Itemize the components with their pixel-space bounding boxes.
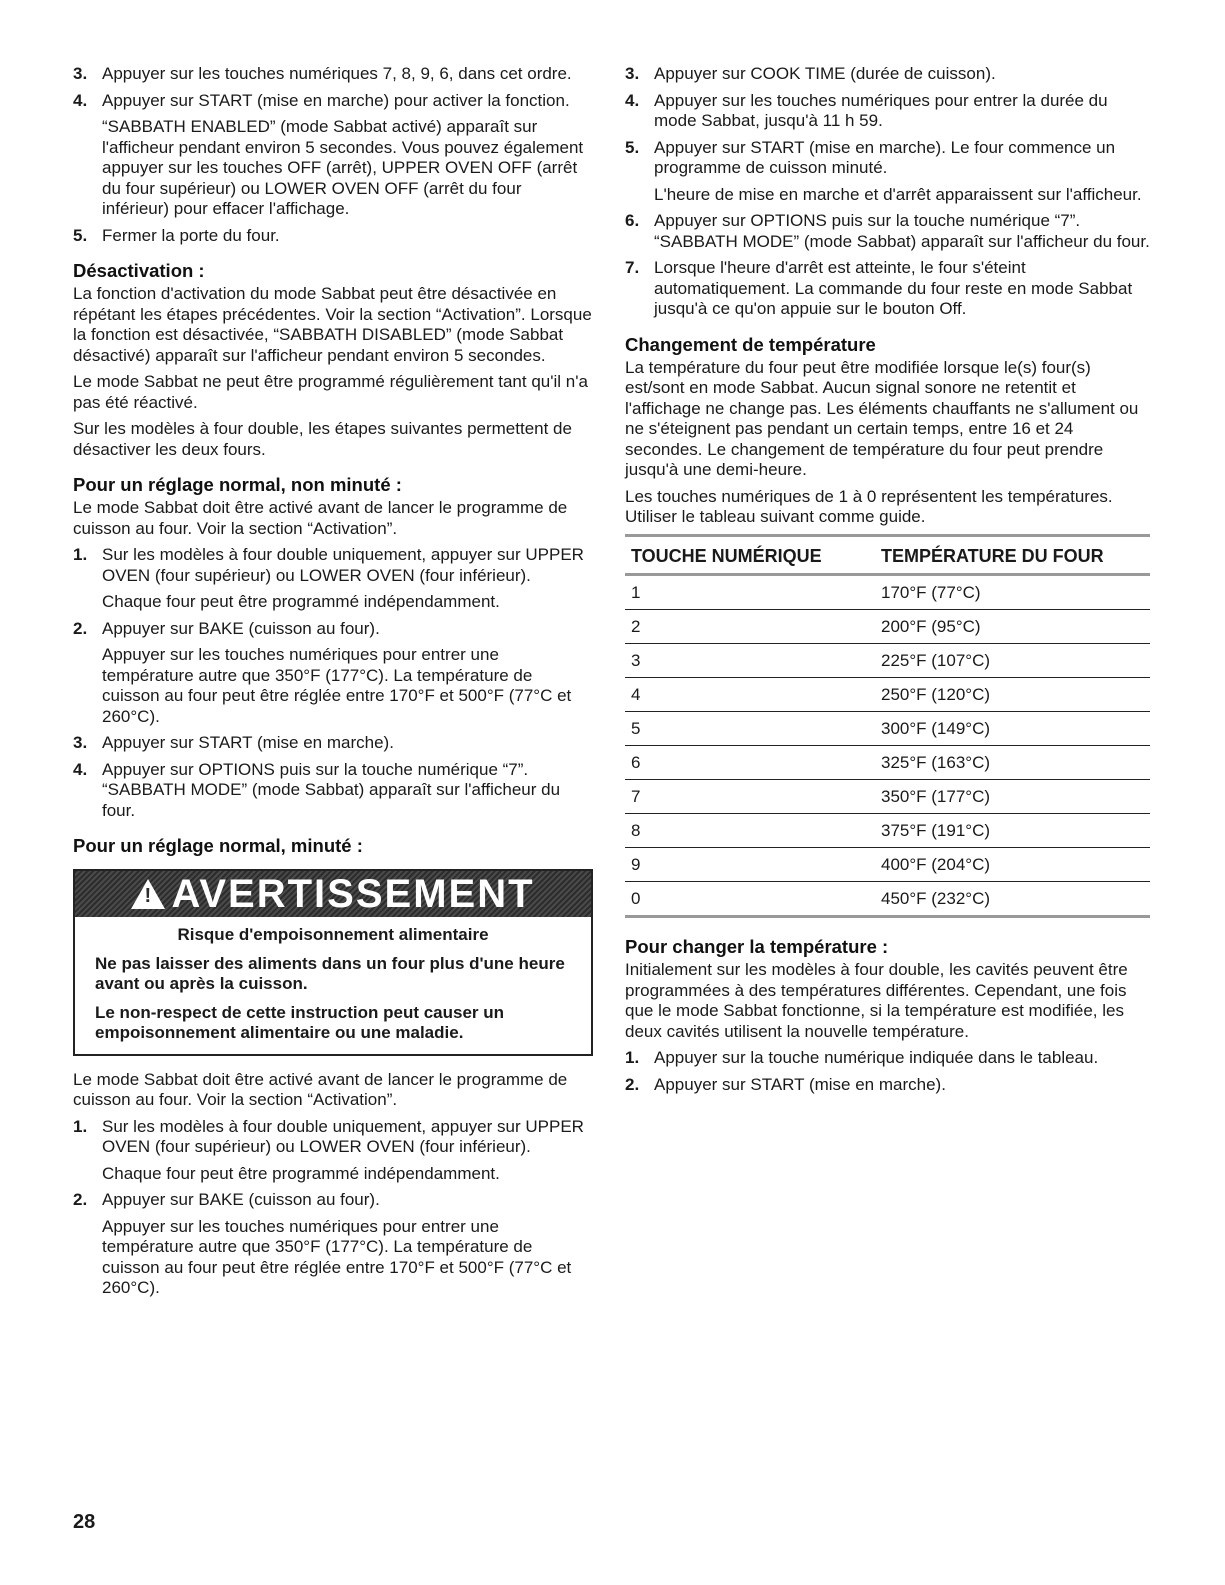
table-cell-temp: 400°F (204°C) [877,848,1150,882]
table-cell-key: 9 [625,848,877,882]
step-item [73,91,593,220]
step-item [625,138,1150,206]
timed-steps [73,1117,593,1299]
step-number: 4. [73,759,88,779]
step-text: Appuyer sur START (mise en marche). [102,733,394,752]
table-cell-temp: 450°F (232°C) [877,882,1150,917]
table-body [625,575,1150,917]
warning-title: AVERTISSEMENT [171,872,535,916]
untimed-intro: Le mode Sabbat doit être activé avant de lancer le programme de cuisson au four. Voir la section “Activation”. [73,498,568,538]
table-cell-temp: 300°F (149°C) [877,712,1150,746]
step-text: Appuyer sur BAKE (cuisson au four). [102,618,380,638]
step-text: Appuyer sur les touches numériques 7, 8, 9, 6, dans cet ordre. [102,64,572,83]
step-subtext: Appuyer sur les touches numériques pour entrer une température autre que 350°F (177°C). La température de cuisson au four peut être réglée entre 170°F et 500°F (77°C et 260°C). [102,1216,572,1297]
step-text: Lorsque l'heure d'arrêt est atteinte, le four s'éteint automatiquement. La commande du four reste en mode Sabbat jusqu'à ce qu'on appuie sur le bouton Off. [654,258,1133,318]
deactivation-text [73,284,593,460]
table-row [625,882,1150,917]
step-number: 2. [73,1190,88,1209]
table-row [625,678,1150,712]
step-number: 1. [625,1048,640,1067]
table-cell-temp: 200°F (95°C) [877,610,1150,644]
warning-body [75,917,591,1054]
warning-risk: Risque d'empoisonnement alimentaire [177,925,489,944]
step-text: Appuyer sur START (mise en marche). Le four commence un programme de cuisson minuté. [654,137,1116,177]
temperature-table [625,534,1150,919]
step-item [73,226,593,247]
step-number: 2. [73,618,88,638]
paragraph: Sur les modèles à four double, les étapes suivantes permettent de désactiver les deux fours. [73,419,572,459]
table-row [625,780,1150,814]
step-text: Fermer la porte du four. [102,225,280,245]
step-subtext: Appuyer sur les touches numériques pour entrer une température autre que 350°F (177°C). La température de cuisson au four peut être réglée entre 170°F et 500°F (77°C et 260°C). [102,645,572,726]
paragraph: Les touches numériques de 1 à 0 représentent les températures. Utiliser le tableau suivant comme guide. [625,486,1113,526]
step-item [625,91,1150,132]
table-row [625,814,1150,848]
table-header-temp: TEMPÉRATURE DU FOUR [877,535,1150,575]
warning-line-1: Ne pas laisser des aliments dans un four plus d'une heure avant ou après la cuisson. [95,953,565,993]
left-column [73,64,593,1305]
step-number: 3. [73,64,88,83]
step-text: Appuyer sur COOK TIME (durée de cuisson). [654,64,996,83]
timed-intro: Le mode Sabbat doit être activé avant de lancer le programme de cuisson au four. Voir la section “Activation”. [73,1069,568,1109]
step-number: 1. [73,1116,88,1136]
step-item [73,760,593,822]
step-subtext: L'heure de mise en marche et d'arrêt apparaissent sur l'afficheur. [654,184,1142,204]
step-number: 3. [73,733,88,752]
steps-top-left [73,64,593,246]
paragraph: Le mode Sabbat ne peut être programmé régulièrement tant qu'il n'a pas été réactivé. [73,372,588,412]
paragraph: La température du four peut être modifiée lorsque le(s) four(s) est/sont en mode Sabbat. Aucun signal sonore ne retentit et l'affichage ne change pas. Les éléments chauffants ne s'allument ou ne s'éteignent pas pendant un certain temps, entre 16 et 24 secondes. Le changement de température du four peut prendre jusqu'à une demi-heure. [625,357,1139,479]
table-row [625,610,1150,644]
table-cell-key: 1 [625,575,877,610]
table-cell-key: 5 [625,712,877,746]
timed-heading: Pour un réglage normal, minuté : [73,835,363,856]
table-cell-temp: 170°F (77°C) [877,575,1150,610]
step-text: Sur les modèles à four double uniquement, appuyer sur UPPER OVEN (four supérieur) ou LOWER OVEN (four inférieur). [102,545,584,585]
table-cell-key: 7 [625,780,877,814]
table-header-key: TOUCHE NUMÉRIQUE [625,535,877,575]
table-cell-key: 4 [625,678,877,712]
step-text: Appuyer sur OPTIONS puis sur la touche numérique “7”. “SABBATH MODE” (mode Sabbat) apparaît sur l'afficheur du four. [102,759,561,820]
warning-triangle-icon [131,879,165,909]
untimed-steps [73,545,593,821]
warning-header [75,871,591,917]
step-item [73,545,593,613]
step-item [625,1075,1150,1096]
table-cell-key: 3 [625,644,877,678]
step-number: 1. [73,545,88,564]
table-cell-key: 2 [625,610,877,644]
table-row [625,712,1150,746]
table-cell-temp: 225°F (107°C) [877,644,1150,678]
warning-line-2: Le non-respect de cette instruction peut causer un empoisonnement alimentaire ou une maladie. [95,1002,505,1042]
step-item [73,1190,593,1299]
step-item [73,64,593,85]
step-item [73,733,593,754]
step-item [73,619,593,728]
paragraph: La fonction d'activation du mode Sabbat peut être désactivée en répétant les étapes précédentes. Voir la section “Activation”. Lorsque la fonction est désactivée, “SABBATH DISABLED” (mode Sabbat désactivé) apparaît sur l'afficheur pendant environ 5 secondes. [73,284,592,365]
table-row [625,848,1150,882]
step-text: Appuyer sur BAKE (cuisson au four). [102,1190,380,1209]
step-text: Appuyer sur les touches numériques pour entrer la durée du mode Sabbat, jusqu'à 11 h 59. [654,90,1108,130]
step-number: 4. [625,90,640,110]
step-text: Appuyer sur OPTIONS puis sur la touche numérique “7”. “SABBATH MODE” (mode Sabbat) apparaît sur l'afficheur du four. [654,211,1150,251]
step-subtext: Chaque four peut être programmé indépendamment. [102,1163,500,1183]
step-number: 6. [625,211,640,230]
step-item [73,1117,593,1185]
table-row [625,746,1150,780]
step-number: 3. [625,64,640,83]
step-item [625,258,1150,320]
step-subtext: “SABBATH ENABLED” (mode Sabbat activé) apparaît sur l'afficheur pendant environ 5 secondes. Vous pouvez également appuyer sur les touches OFF (arrêt), UPPER OVEN OFF (arrêt du four supérieur) ou LOWER OVEN OFF (arrêt du four inférieur) pour effacer l'affichage. [102,117,584,218]
step-subtext: Chaque four peut être programmé indépendamment. [102,592,500,611]
step-number: 2. [625,1074,640,1094]
table-cell-temp: 375°F (191°C) [877,814,1150,848]
step-item [625,211,1150,252]
step-number: 5. [73,225,88,245]
warning-box [73,869,593,1056]
step-text: Appuyer sur START (mise en marche). [654,1074,946,1094]
table-row [625,644,1150,678]
change-steps [625,1048,1150,1095]
temp-change-text [625,358,1150,528]
table-header-row [625,535,1150,575]
step-text: Appuyer sur START (mise en marche) pour activer la fonction. [102,90,570,110]
step-item [625,1048,1150,1069]
step-text: Sur les modèles à four double uniquement, appuyer sur UPPER OVEN (four supérieur) ou LOWER OVEN (four inférieur). [102,1116,584,1156]
step-number: 7. [625,258,640,277]
right-column [625,64,1150,1101]
table-cell-temp: 325°F (163°C) [877,746,1150,780]
step-number: 5. [625,137,640,157]
deactivation-heading: Désactivation : [73,260,205,281]
step-number: 4. [73,90,88,110]
untimed-heading: Pour un réglage normal, non minuté : [73,474,402,495]
change-heading: Pour changer la température : [625,936,889,957]
table-row [625,575,1150,610]
table-cell-temp: 350°F (177°C) [877,780,1150,814]
table-cell-temp: 250°F (120°C) [877,678,1150,712]
table-cell-key: 6 [625,746,877,780]
step-text: Appuyer sur la touche numérique indiquée dans le tableau. [654,1048,1099,1067]
page-number: 28 [73,1511,96,1533]
temp-change-heading: Changement de température [625,333,876,355]
step-item [625,64,1150,85]
table-cell-key: 8 [625,814,877,848]
steps-top-right [625,64,1150,320]
change-text: Initialement sur les modèles à four double, les cavités peuvent être programmées à des températures différentes. Cependant, une fois que le mode Sabbat fonctionne, si la température est modifiée, les deux cavités utilisent la nouvelle température. [625,960,1128,1041]
table-cell-key: 0 [625,882,877,917]
